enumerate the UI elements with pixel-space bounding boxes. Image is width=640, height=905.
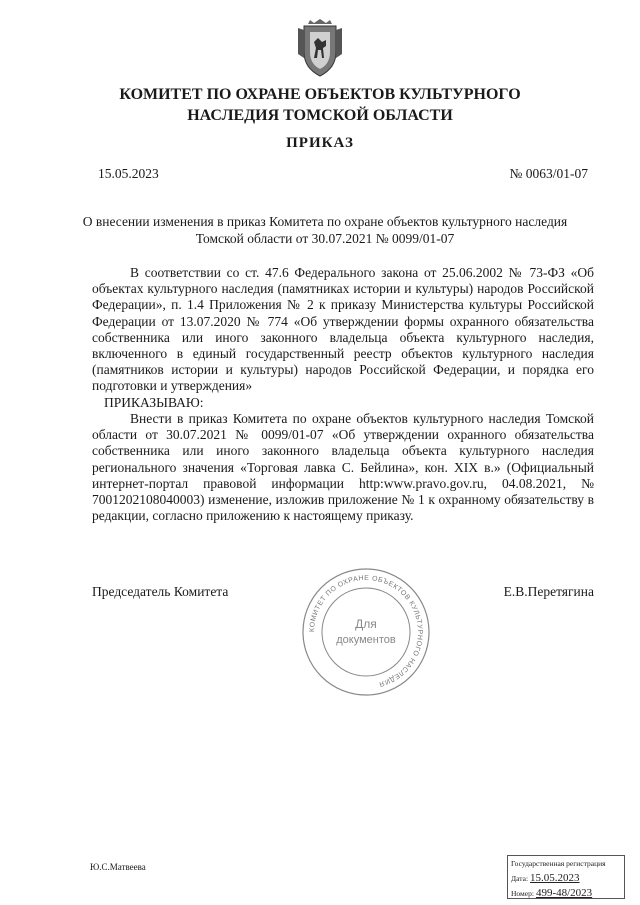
signer-position: Председатель Комитета (92, 584, 229, 599)
document-subject: О внесении изменения в приказ Комитета по охране объектов культурного наследия Томской области от 30.07.2021 № 0099/01-07 (82, 214, 568, 246)
registration-number-value: 499-48/2023 (535, 887, 593, 899)
signer-name: Е.В.Перетягина (503, 584, 594, 599)
orders-word: ПРИКАЗЫВАЮ: (104, 395, 204, 410)
order-paragraph: Внести в приказ Комитета по охране объектов культурного наследия Томской области от 30.07.2021 № 0099/01-07 «Об утверждении охранного обязательства собственника или иного законного владельца объекта культурного наследия регионального значения «Торговая лавка С. Бейлина», кон. XIX в.» (Официальный интернет-портал правовой информации http:www.pravo.gov.ru, 04.08.2021, № 7001202108040003) изменение, изложив приложение № 1 к охранному обязательству в редакции, согласно приложению к настоящему приказу. (92, 411, 594, 524)
document-date: 15.05.2023 (98, 166, 159, 181)
registration-number-label: Номер: (511, 889, 534, 898)
registration-number-row (511, 886, 621, 901)
preamble-paragraph: В соответствии со ст. 47.6 Федерального закона от 25.06.2002 № 73-ФЗ «Об объектах культурного наследия (памятниках истории и культуры) народов Российской Федерации», п. 1.4 Приложения № 2 к приказу Министерства культуры Российской Федерации от 13.07.2020 № 774 «Об утверждении формы охранного обязательства собственника или иного законного владельца объекта культурного наследия, включенного в единый государственный реестр объектов культурного наследия (памятников истории и культуры) народов Российской Федерации, и порядка его подготовки и утверждения» (92, 265, 594, 394)
organization-name-line-2: НАСЛЕДИЯ ТОМСКОЙ ОБЛАСТИ (187, 107, 453, 124)
organization-name-line-1: КОМИТЕТ ПО ОХРАНЕ ОБЪЕКТОВ КУЛЬТУРНОГО (119, 86, 521, 103)
official-stamp (300, 566, 432, 698)
coat-of-arms-icon (296, 18, 344, 78)
document-type-title: ПРИКАЗ (286, 135, 354, 151)
stamp-center-line-1: Для (355, 617, 377, 631)
registration-date-value: 15.05.2023 (530, 872, 580, 884)
document-number: № 0063/01-07 (509, 166, 588, 181)
executor-name: Ю.С.Матвеева (90, 862, 146, 872)
registration-date-row (511, 871, 621, 886)
svg-text:КОМИТЕТ ПО ОХРАНЕ ОБЪЕКТОВ КУЛ (309, 575, 423, 687)
registration-box (507, 855, 625, 899)
stamp-ring-text: КОМИТЕТ ПО ОХРАНЕ ОБЪЕКТОВ КУЛЬТУРНОГО НАСЛЕДИЯ (308, 574, 424, 688)
registration-title: Государственная регистрация (511, 859, 606, 868)
stamp-center-line-2: документов (336, 634, 396, 646)
registration-date-label: Дата: (511, 874, 529, 883)
